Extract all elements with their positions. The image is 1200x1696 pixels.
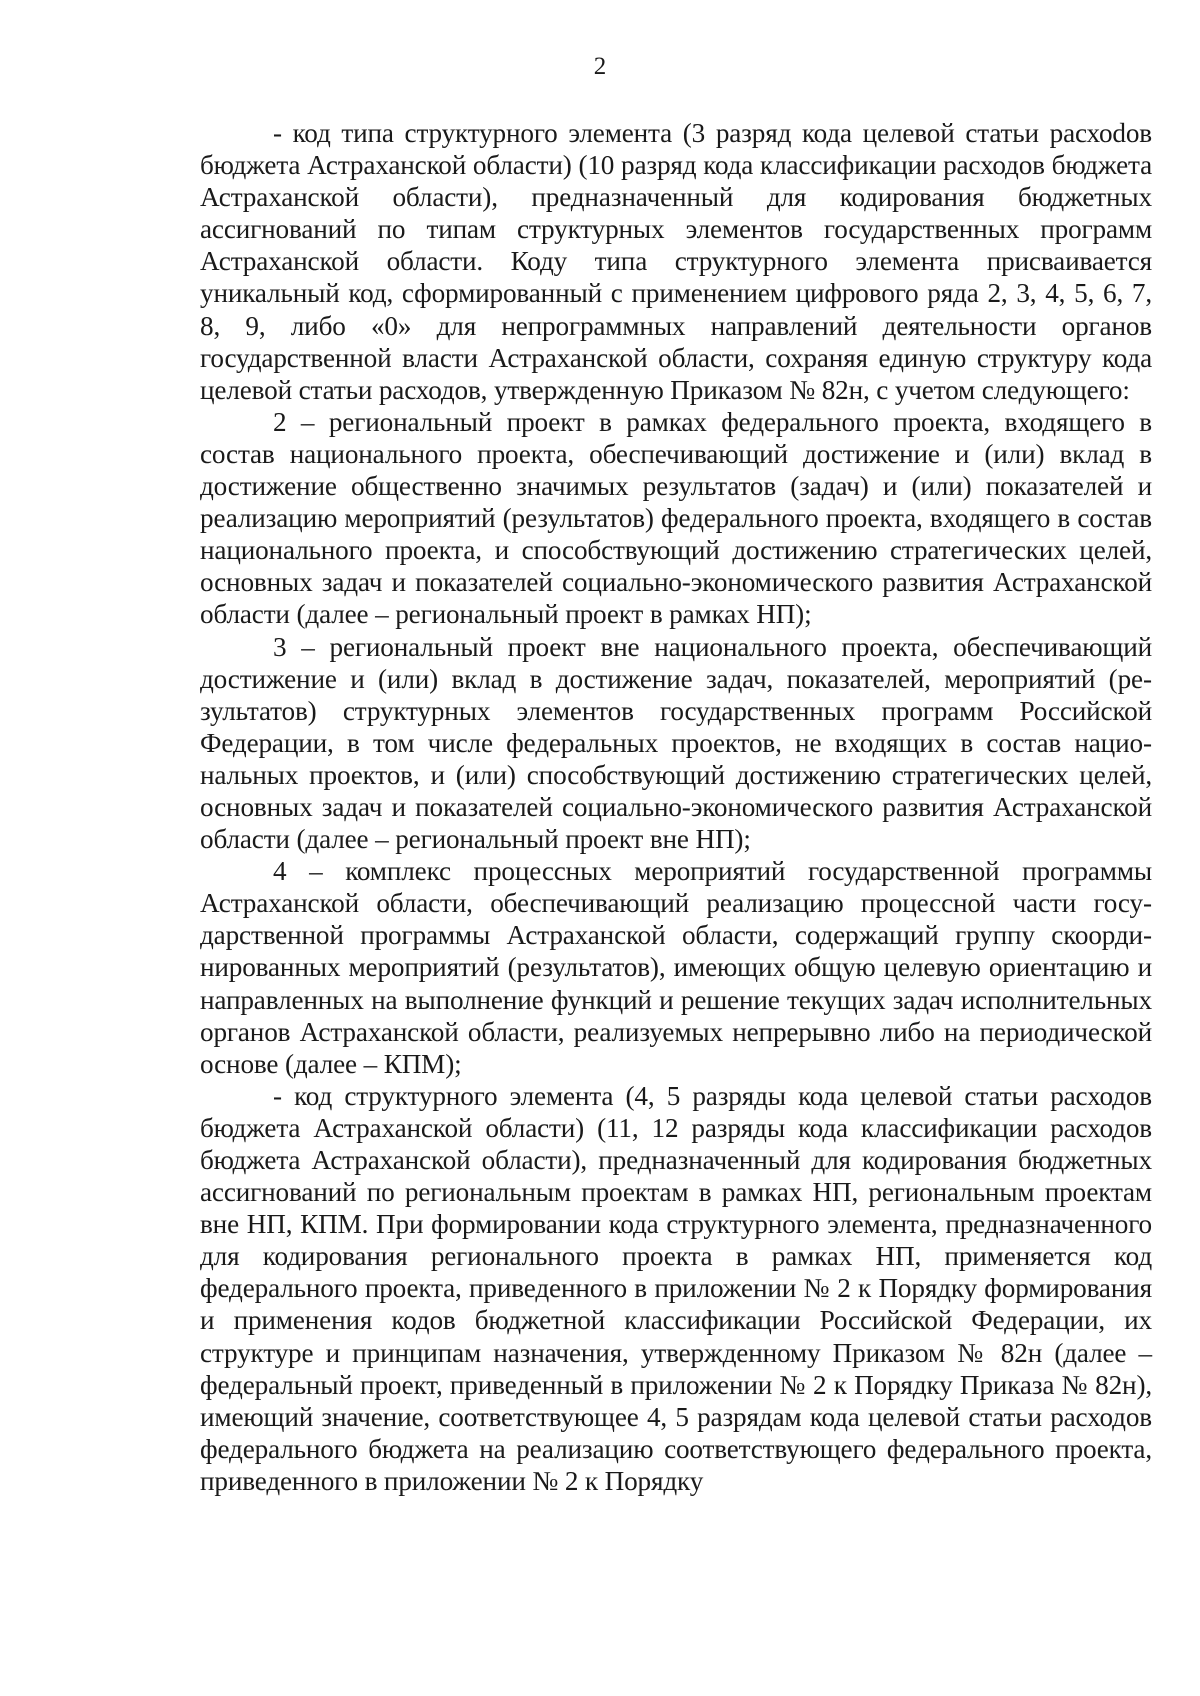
document-body <box>200 117 1152 1497</box>
paragraph-structural-element-code: - код структурного элемента (4, 5 разряды кода целевой статьи расходов бюджета Астраханской области) (11, 12 разряды кода классификации расходов бюджета Астраханской области), предназначенный для кодирования бюджетных ассигнований по региональным проектам в рамках НП, региональным проектам вне НП, КПМ. При формировании кода структурного элемента, предназначенного для кодирования регионального проекта в рамках НП, применяется код федерального проекта, приведенного в приложении № 2 к Порядку формирования и применения кодов бюджетной классификации Российской Федерации, их структуре и принципам назначения, утвержденному Приказом № 82н (далее – федеральный проект, приведенный в приложении № 2 к Порядку Приказа № 82н), имеющий значение, соответствующее 4, 5 разрядам кода целевой статьи расходов федерального бюджета на реализацию соответствующего федерального проекта, приведенного в приложении № 2 к Порядку <box>200 1080 1152 1496</box>
paragraph-structural-element-type-code: - код типа структурного элемента (3 разряд кода целевой статьи расхоdов бюджета Астраханской области) (10 разряд кода классификации расходов бюджета Астраханской области), предназначенный для кодирования бюджетных ассигнований по типам структурных элементов государственных программ Астраханской области. Коду типа структурного элемента присваивается уникальный код, сформированный с применением цифрового ряда 2, 3, 4, 5, 6, 7, 8, 9, либо «0» для непрограммных направлений деятельности органов государственной власти Астраханской области, сохраняя единую структуру кода целевой статьи расходов, утвержденную Приказом № 82н, с учетом следующего: <box>200 118 1152 405</box>
paragraph-type-2-regional-project-np: 2 – региональный проект в рамках федерального проекта, входящего в состав национального проекта, обеспечивающий достижение и (или) вклад в достижение общественно значимых результатов (задач) и (или) показателей и реализацию мероприятий (результатов) федерального проекта, входящего в состав национального проекта, и способствующий достижению стратегических целей, основных задач и показателей социально-экономического развития Астраханской области (далее – региональный проект в рамках НП); <box>200 406 1152 630</box>
paragraph-type-4-kpm: 4 – комплекс процессных мероприятий государственной программы Астраханской области, обеспечивающий реализацию процессной части государственной программы Астраханской области, содержащий группу скоординированных мероприятий (результатов), имеющих общую целевую ориентацию и направленных на выполнение функций и решение текущих задач исполнительных органов Астраханской области, реализуемых непрерывно либо на периодической основе (далее – КПМ); <box>200 856 1152 1079</box>
page-number: 2 <box>593 53 607 80</box>
paragraph-type-3-regional-project-outside-np: 3 – региональный проект вне национального проекта, обеспечивающий достижение и (или) вклад в достижение задач, показателей, мероприятий (результатов) структурных элементов государственных программ Российской Федерации, в том числе федеральных проектов, не входящих в состав национальных проектов, и (или) способствующий достижению стратегических целей, основных задач и показателей социально-экономического развития Астраханской области (далее – региональный проект вне НП); <box>200 631 1152 855</box>
